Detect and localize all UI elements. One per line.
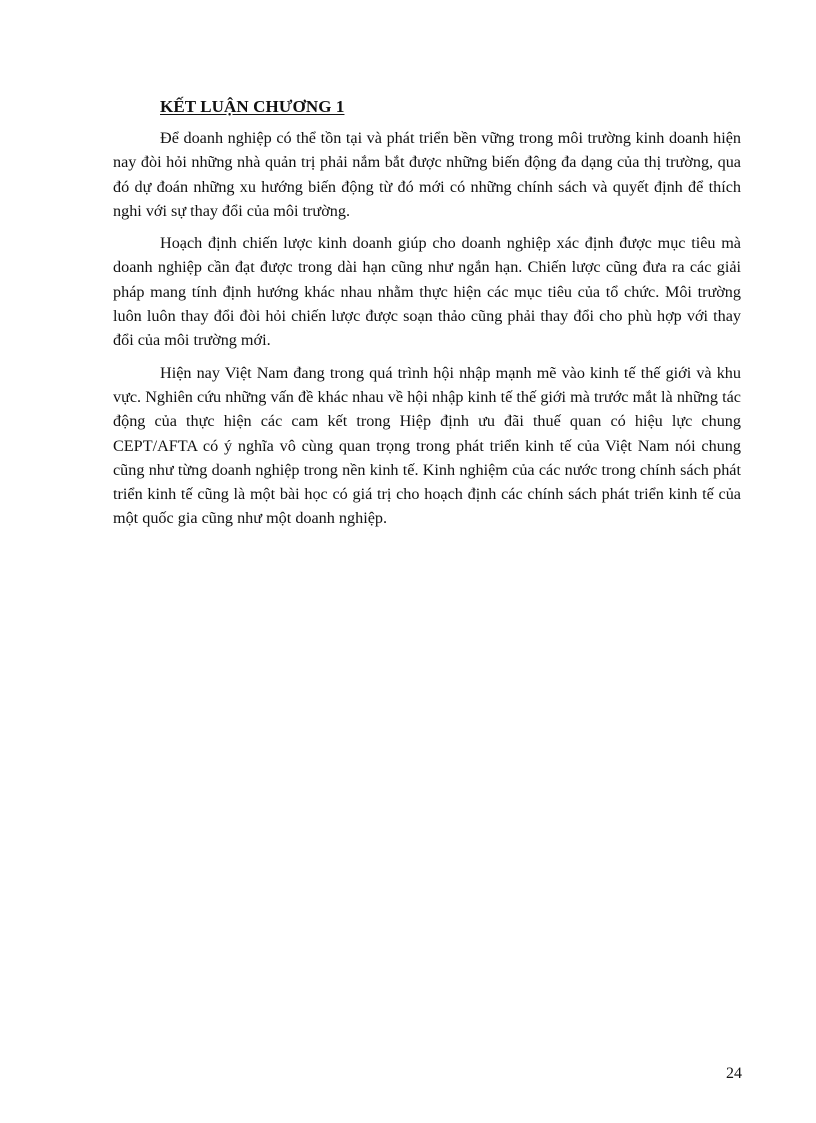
page-number: 24 [726,1065,742,1082]
page-content [113,94,741,531]
body-paragraph-3: Hiện nay Việt Nam đang trong quá trình hội nhập mạnh mẽ vào kinh tế thế giới và khu vực. Nghiên cứu những vấn đề khác nhau về hội nhập kinh tế thế giới mà trước mắt là những tác động của thực hiện các cam kết trong Hiệp định ưu đãi thuế quan có hiệu lực chung CEPT/AFTA có ý nghĩa vô cùng quan trọng trong phát triển kinh tế của Việt Nam nói chung cũng như từng doanh nghiệp trong nền kinh tế. Kinh nghiệm của các nước trong chính sách phát triển kinh tế cũng là một bài học có giá trị cho hoạch định các chính sách phát triển kinh tế của một quốc gia cũng như một doanh nghiệp. [113,363,741,528]
body-paragraph-2: Hoạch định chiến lược kinh doanh giúp cho doanh nghiệp xác định được mục tiêu mà doanh nghiệp cần đạt được trong dài hạn cũng như ngắn hạn. Chiến lược cũng đưa ra các giải pháp mang tính định hướng khác nhau nhằm thực hiện các mục tiêu của tổ chức. Môi trường luôn luôn thay đổi đòi hỏi chiến lược được soạn thảo cũng phải thay đổi cho phù hợp với thay đổi của môi trường mới. [113,234,741,350]
body-paragraph-1: Để doanh nghiệp có thể tồn tại và phát triển bền vững trong môi trường kinh doanh hiện nay đòi hỏi những nhà quản trị phải nắm bắt được những biến động đa dạng của thị trường, qua đó dự đoán những xu hướng biến động từ đó mới có những chính sách và quyết định để thích nghi với sự thay đổi của môi trường. [113,129,741,220]
chapter-conclusion-heading: KẾT LUẬN CHƯƠNG 1 [160,97,345,116]
